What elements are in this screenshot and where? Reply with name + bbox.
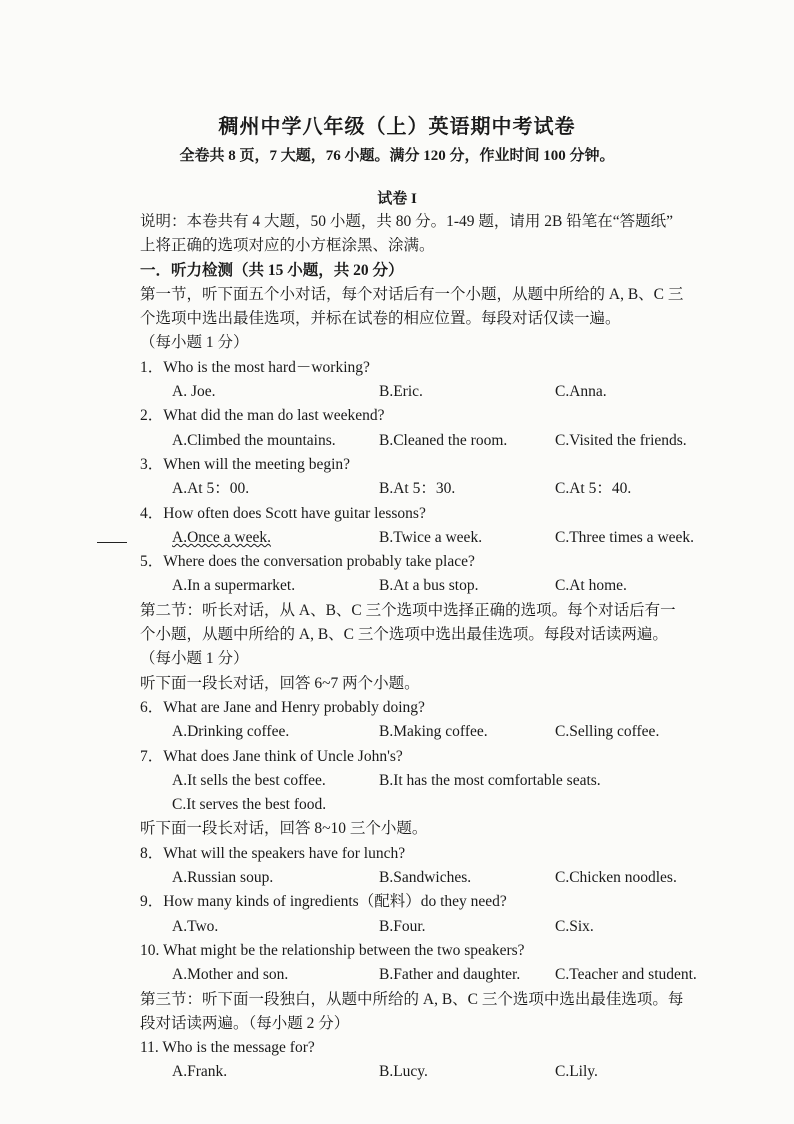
option-b: B.At a bus stop. <box>379 577 479 595</box>
instruction-line: 说明：本卷共有 4 大题，50 小题，共 80 分。1-49 题，请用 2B 铅笔在“答题纸” <box>140 213 674 230</box>
option-b: B.Cleaned the room. <box>379 431 508 449</box>
option-c: C.Lily. <box>555 1063 598 1081</box>
question-text: 1．Who is the most hard－working? <box>140 358 370 376</box>
option-b: B.Sandwiches. <box>379 869 472 887</box>
question-text: 11. Who is the message for? <box>140 1039 315 1057</box>
section-title: 试卷 I <box>377 191 417 207</box>
option-b: B.At 5：30. <box>379 480 456 498</box>
question-options <box>140 574 730 598</box>
section-instruction: 第三节：听下面一段独白，从题中所给的 A, B、C 三个选项中选出最佳选项。每 <box>140 990 684 1008</box>
part-title: 一．听力检测（共 15 小题，共 20 分） <box>140 261 404 279</box>
question-options <box>140 429 730 453</box>
option-a: A.At 5：00. <box>172 480 250 498</box>
option-a: A.Frank. <box>172 1063 228 1081</box>
option-c: C.Anna. <box>555 383 607 401</box>
question-text: 10. What might be the relationship between the two speakers? <box>140 941 525 959</box>
question-options <box>140 720 730 744</box>
question-text: 2．What did the man do last weekend? <box>140 407 385 425</box>
long-dialogue-instruction: 听下面一段长对话，回答 8~10 三个小题。 <box>140 820 428 838</box>
section-instruction: 个小题，从题中所给的 A, B、C 三个选项中选出最佳选项。每段对话读两遍。 <box>140 626 668 644</box>
option-a: A. Joe. <box>172 383 216 401</box>
option-c: C.Visited the friends. <box>555 431 687 449</box>
option-c: C.Selling coffee. <box>555 723 660 741</box>
section-instruction: （每小题 1 分） <box>140 334 249 352</box>
option-a: A.In a supermarket. <box>172 577 296 595</box>
option-c: C.Six. <box>555 917 594 935</box>
option-b: B.Lucy. <box>379 1063 428 1081</box>
option-a: A.Mother and son. <box>172 966 289 984</box>
option-a: A.Drinking coffee. <box>172 723 290 741</box>
question-options <box>140 1060 730 1084</box>
option-c: C.Teacher and student. <box>555 966 697 984</box>
section-instruction: 段对话读两遍。（每小题 2 分） <box>140 1014 350 1032</box>
option-c: C.At home. <box>555 577 627 595</box>
option-b: B.Four. <box>379 917 426 935</box>
question-options <box>140 915 730 939</box>
section-instruction: （每小题 1 分） <box>140 650 249 668</box>
section-instruction: 第一节，听下面五个小对话，每个对话后有一个小题，从题中所给的 A, B、C 三 <box>140 285 684 303</box>
option-a: A.Climbed the mountains. <box>172 431 336 449</box>
question-options <box>140 477 730 501</box>
section-instruction: 第二节：听长对话，从 A、B、C 三个选项中选择正确的选项。每个对话后有一 <box>140 601 676 619</box>
question-text: 9．How many kinds of ingredients（配料）do they need? <box>140 893 507 911</box>
question-text: 8．What will the speakers have for lunch? <box>140 844 406 862</box>
option-c: C.Chicken noodles. <box>555 869 677 887</box>
option-a: A.Once a week. <box>172 528 271 546</box>
option-b: B.It has the most comfortable seats. <box>379 771 601 789</box>
option-a: A.It sells the best coffee. <box>172 771 326 789</box>
question-options <box>140 866 730 890</box>
option-b: B.Twice a week. <box>379 528 483 546</box>
option-c: C.It serves the best food. <box>172 796 327 814</box>
question-text: 7．What does Jane think of Uncle John's? <box>140 747 403 765</box>
instruction-line: 上将正确的选项对应的小方框涂黑、涂满。 <box>140 237 435 255</box>
option-b: B.Eric. <box>379 383 423 401</box>
exam-subtitle: 全卷共 8 页，7 大题，76 小题。满分 120 分，作业时间 100 分钟。 <box>179 148 615 164</box>
option-b: B.Making coffee. <box>379 723 488 741</box>
question-options <box>140 963 730 987</box>
option-c: C.Three times a week. <box>555 528 695 546</box>
section-instruction: 个选项中选出最佳选项，并标在试卷的相应位置。每段对话仅读一遍。 <box>140 310 621 328</box>
question-options <box>140 380 730 404</box>
option-c: C.At 5：40. <box>555 480 632 498</box>
question-text: 5．Where does the conversation probably take place? <box>140 553 475 571</box>
exam-title: 稠州中学八年级（上）英语期中考试卷 <box>218 116 576 138</box>
question-options <box>140 769 730 793</box>
long-dialogue-instruction: 听下面一段长对话，回答 6~7 两个小题。 <box>140 674 420 692</box>
option-b: B.Father and daughter. <box>379 966 521 984</box>
question-options <box>140 526 730 550</box>
exam-body <box>140 210 730 1085</box>
question-text: 3．When will the meeting begin? <box>140 455 351 473</box>
option-a: A.Two. <box>172 917 219 935</box>
margin-dash-mark <box>97 542 127 543</box>
question-text: 4．How often does Scott have guitar lessons? <box>140 504 426 522</box>
question-text: 6．What are Jane and Henry probably doing? <box>140 698 425 716</box>
option-a: A.Russian soup. <box>172 869 274 887</box>
